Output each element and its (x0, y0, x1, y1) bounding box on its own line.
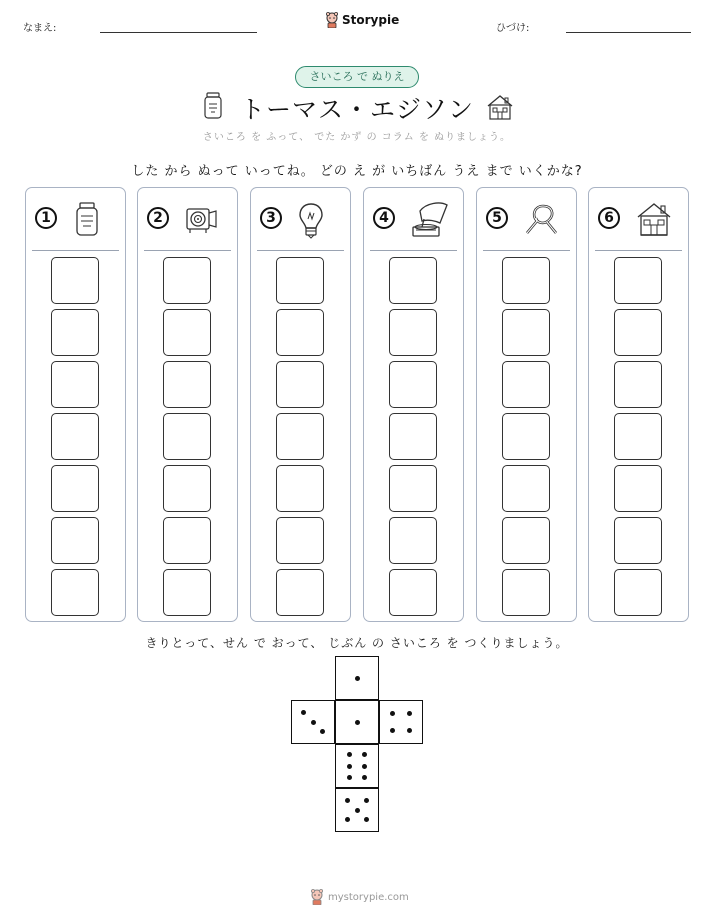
color-cell[interactable] (276, 257, 324, 304)
house-icon (485, 94, 515, 120)
color-cell[interactable] (389, 413, 437, 460)
color-cell[interactable] (389, 465, 437, 512)
color-cell[interactable] (502, 257, 550, 304)
column-number: 5 (486, 207, 508, 229)
date-line (566, 32, 691, 33)
color-cell[interactable] (502, 465, 550, 512)
dice-pip (407, 728, 412, 733)
color-cell[interactable] (502, 361, 550, 408)
color-cell[interactable] (51, 517, 99, 564)
dice-face-4 (379, 700, 423, 744)
color-cell[interactable] (51, 569, 99, 616)
column-divider (370, 250, 457, 251)
name-line (100, 32, 257, 33)
dice-pip (362, 752, 367, 757)
color-cell[interactable] (163, 569, 211, 616)
color-cell[interactable] (276, 361, 324, 408)
color-cell[interactable] (51, 361, 99, 408)
gramophone-icon (410, 201, 450, 243)
dice-pip (390, 711, 395, 716)
color-cell[interactable] (163, 309, 211, 356)
footer (310, 889, 409, 905)
dice-pip (345, 798, 350, 803)
color-cell[interactable] (389, 569, 437, 616)
color-cell[interactable] (163, 361, 211, 408)
column-divider (483, 250, 570, 251)
color-cell[interactable] (614, 257, 662, 304)
color-cell[interactable] (163, 257, 211, 304)
color-cell[interactable] (502, 517, 550, 564)
logo (325, 12, 399, 28)
cut-instruction: きりとって、せん で おって、 じぶん の さいころ を つくりましょう。 (145, 636, 569, 650)
color-cell[interactable] (502, 309, 550, 356)
dice-face-6 (335, 744, 379, 788)
page-title: トーマス・エジソン (239, 95, 474, 124)
color-cell[interactable] (614, 413, 662, 460)
column-5 (476, 187, 577, 622)
color-cell[interactable] (163, 413, 211, 460)
color-cell[interactable] (51, 413, 99, 460)
dice-pip (355, 720, 360, 725)
column-divider (32, 250, 119, 251)
dice-pip (407, 711, 412, 716)
color-cell[interactable] (502, 569, 550, 616)
footer-url: mystorypie.com (328, 891, 409, 903)
color-cell[interactable] (163, 517, 211, 564)
color-cell[interactable] (276, 309, 324, 356)
column-divider (144, 250, 231, 251)
color-cell[interactable] (276, 569, 324, 616)
dice-pip (355, 676, 360, 681)
color-cell[interactable] (614, 517, 662, 564)
color-cell[interactable] (51, 257, 99, 304)
dice-pip (364, 817, 369, 822)
date-label: ひづけ: (496, 23, 530, 34)
column-4 (363, 187, 464, 622)
jar-icon (72, 201, 102, 241)
color-cell[interactable] (389, 361, 437, 408)
storypie-mascot-icon (325, 12, 339, 28)
column-3 (250, 187, 351, 622)
dice-pip (364, 798, 369, 803)
column-divider (257, 250, 344, 251)
logo-text: Storypie (342, 13, 400, 27)
color-cell[interactable] (614, 465, 662, 512)
storypie-mascot-icon (310, 889, 324, 905)
dice-pip (362, 775, 367, 780)
color-cell[interactable] (276, 413, 324, 460)
dice-pip (345, 817, 350, 822)
dice-pip (390, 728, 395, 733)
phonograph-cylinder-icon (184, 201, 220, 239)
instruction: した から ぬって いってね。 どの え が いちばん うえ まで いくかな? (131, 164, 583, 179)
column-number: 6 (598, 207, 620, 229)
column-number: 4 (373, 207, 395, 229)
column-6 (588, 187, 689, 622)
dice-face-5 (335, 788, 379, 832)
dice-pip (301, 710, 306, 715)
column-divider (595, 250, 682, 251)
color-cell[interactable] (389, 257, 437, 304)
dice-face-1 (335, 656, 379, 700)
dice-face-1 (335, 700, 379, 744)
filament-icon (523, 201, 559, 241)
column-2 (137, 187, 238, 622)
color-cell[interactable] (276, 465, 324, 512)
dice-pip (311, 720, 316, 725)
color-cell[interactable] (51, 465, 99, 512)
color-cell[interactable] (163, 465, 211, 512)
color-cell[interactable] (276, 517, 324, 564)
dice-pip (347, 764, 352, 769)
activity-badge: さいころ で ぬりえ (295, 66, 419, 88)
house-icon (635, 201, 673, 241)
dice-pip (355, 808, 360, 813)
color-cell[interactable] (614, 309, 662, 356)
color-cell[interactable] (51, 309, 99, 356)
column-1 (25, 187, 126, 622)
color-cell[interactable] (614, 569, 662, 616)
column-number: 3 (260, 207, 282, 229)
name-label: なまえ: (23, 23, 57, 34)
subtitle: さいころ を ふって、 でた かず の コラム を ぬりましょう。 (202, 132, 512, 143)
lightbulb-icon (297, 201, 325, 243)
color-cell[interactable] (389, 309, 437, 356)
column-number: 1 (35, 207, 57, 229)
column-number: 2 (147, 207, 169, 229)
color-cell[interactable] (389, 517, 437, 564)
dice-pip (347, 752, 352, 757)
dice-face-3 (291, 700, 335, 744)
color-cell[interactable] (502, 413, 550, 460)
dice-pip (320, 729, 325, 734)
dice-pip (362, 764, 367, 769)
color-cell[interactable] (614, 361, 662, 408)
dice-pip (347, 775, 352, 780)
